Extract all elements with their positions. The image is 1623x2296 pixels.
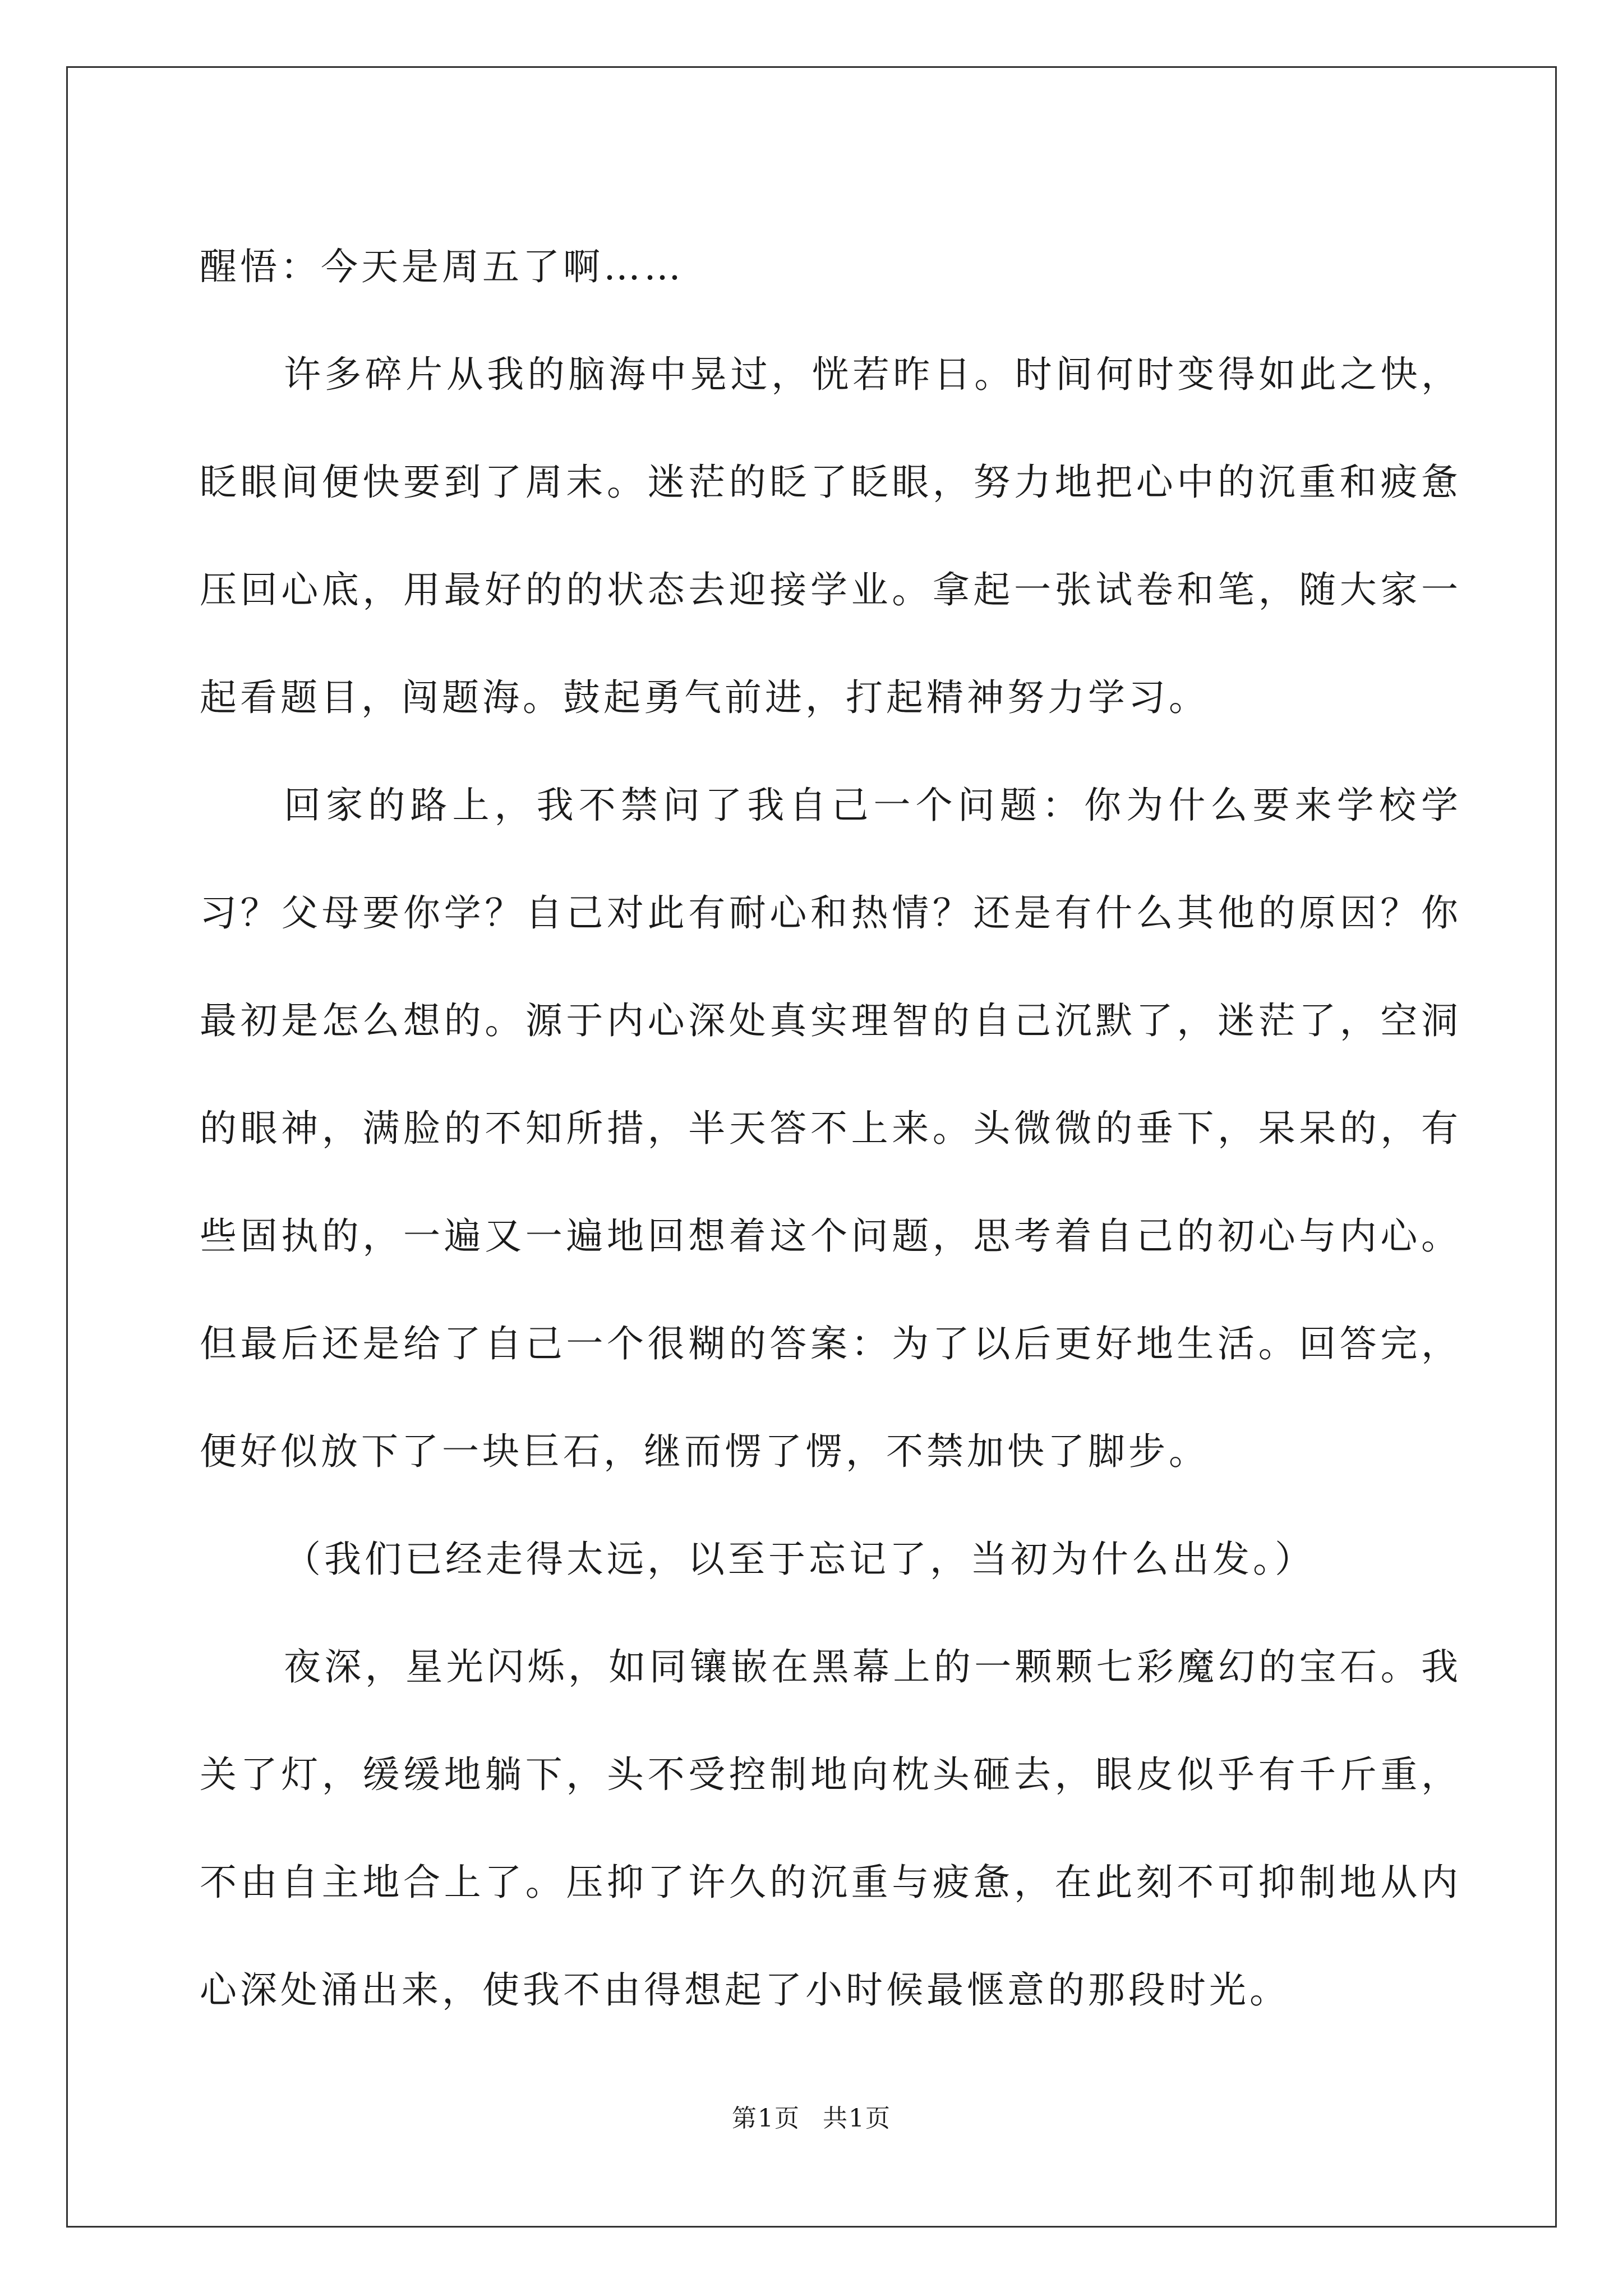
document-body (200, 213, 1461, 2044)
paragraph: 许多碎片从我的脑海中晃过，恍若昨日。时间何时变得如此之快，眨眼间便快要到了周末。迷茫的眨了眨眼，努力地把心中的沉重和疲惫压回心底，用最好的的状态去迎接学业。拿起一张试卷和笔，随大家一起看题目，闯题海。鼓起勇气前进，打起精神努力学习。 (200, 353, 1461, 719)
page-number: 第1页 (732, 2104, 800, 2133)
page-total: 共1页 (823, 2104, 891, 2133)
paragraph: 夜深，星光闪烁，如同镶嵌在黑幕上的一颗颗七彩魔幻的宝石。我关了灯，缓缓地躺下，头不受控制地向枕头砸去，眼皮似乎有千斤重，不由自主地合上了。压抑了许久的沉重与疲惫，在此刻不可抑制地从内心深处涌出来，使我不由得想起了小时候最惬意的那段时光。 (200, 1645, 1461, 2012)
paragraph: 回家的路上，我不禁问了我自己一个问题：你为什么要来学校学习？父母要你学？自己对此有耐心和热情？还是有什么其他的原因？你最初是怎么想的。源于内心深处真实理智的自己沉默了，迷茫了，空洞的眼神，满脸的不知所措，半天答不上来。头微微的垂下，呆呆的，有些固执的，一遍又一遍地回想着这个问题，思考着自己的初心与内心。但最后还是给了自己一个很糊的答案：为了以后更好地生活。回答完，便好似放下了一块巨石，继而愣了愣，不禁加快了脚步。 (200, 784, 1461, 1473)
page-footer (0, 2098, 1623, 2134)
paragraph: 醒悟：今天是周五了啊…… (200, 245, 684, 288)
paragraph: （我们已经走得太远，以至于忘记了，当初为什么出发。） (284, 1538, 1315, 1581)
